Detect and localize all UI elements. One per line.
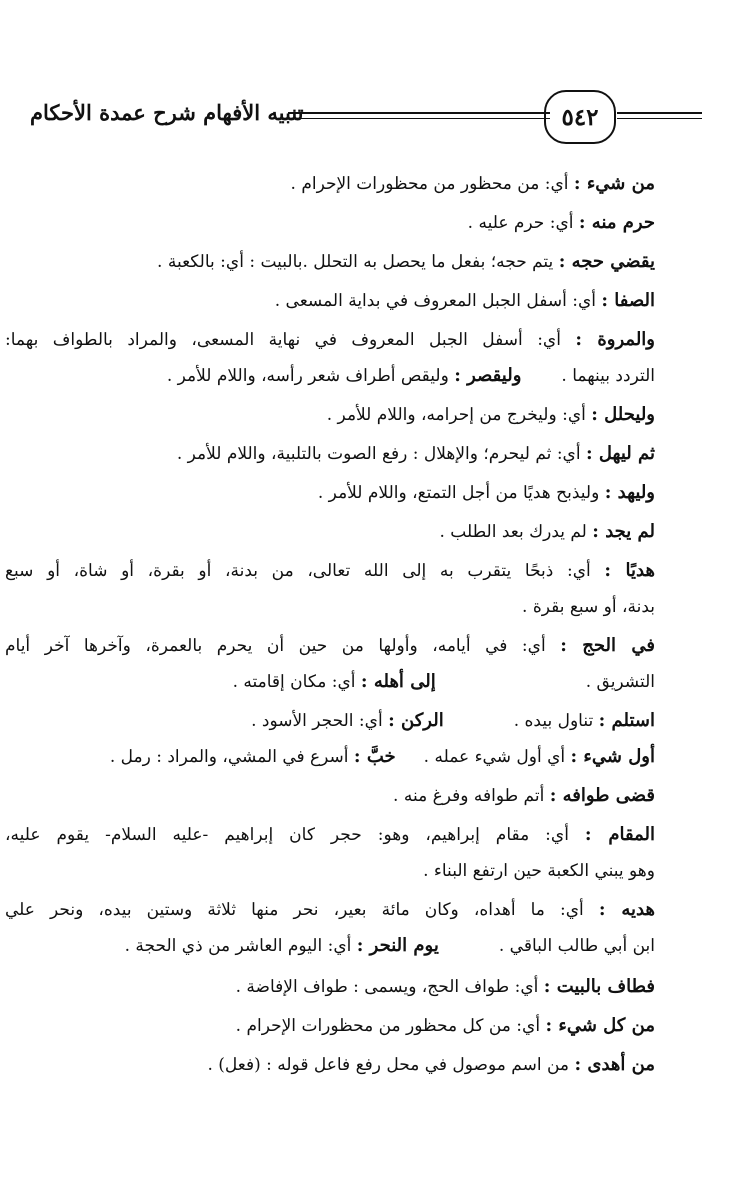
glossary-line <box>30 289 655 315</box>
glossary-term: وليحلل : <box>591 404 655 425</box>
header-rule <box>617 118 702 119</box>
glossary-definition: أي: وليخرج من إحرامه، واللام للأمر . <box>326 405 592 425</box>
glossary-line <box>30 1014 655 1040</box>
glossary-definition: التشريق . <box>585 672 655 692</box>
glossary-definition: أي أول شيء عمله . <box>423 747 571 767</box>
glossary-definition: أي: الحجر الأسود . <box>251 711 389 731</box>
glossary-term: يقضي حجه : <box>558 251 655 272</box>
glossary-term: المقام : <box>584 824 655 845</box>
glossary-definition: بدنة، أو سبع بقرة . <box>522 597 655 617</box>
glossary-line <box>30 403 655 429</box>
glossary-line <box>5 595 655 621</box>
glossary-term: لم يجد : <box>592 521 655 542</box>
glossary-definition: ابن أبي طالب الباقي . <box>498 936 655 956</box>
glossary-definition: أي: مكان إقامته . <box>232 672 361 692</box>
glossary-definition: أي: أسفل الجبل المعروف في نهاية المسعى، والمراد بالطواف بهما: <box>5 330 576 350</box>
glossary-term: الصفا : <box>601 290 655 311</box>
glossary-definition: يتم حجه؛ بفعل ما يحصل به التحلل .بالبيت : أي: بالكعبة . <box>157 252 559 272</box>
glossary-term: في الحج : <box>560 635 656 656</box>
glossary-line <box>30 784 655 810</box>
glossary-term: من كل شيء : <box>545 1015 655 1036</box>
glossary-line <box>5 823 655 849</box>
glossary-definition: أتم طوافه وفرغ منه . <box>393 786 550 806</box>
glossary-term: أول شيء : <box>570 746 655 767</box>
glossary-line <box>30 172 655 198</box>
glossary-definition: أي: ثم ليحرم؛ والإهلال : رفع الصوت بالتلبية، واللام للأمر . <box>176 444 586 464</box>
glossary-term: من شيء : <box>573 173 655 194</box>
glossary-line <box>30 1053 655 1079</box>
glossary-line <box>30 250 655 276</box>
glossary-line <box>5 898 655 924</box>
glossary-line <box>30 709 655 735</box>
glossary-line <box>30 975 655 1001</box>
glossary-definition: أي: ما أهداه، وكان مائة بعير، نحر منها ثلاثة وستين بيده، ونحر علي <box>5 900 599 920</box>
glossary-term: ثم ليهل : <box>585 443 655 464</box>
glossary-term: خبَّ : <box>353 746 396 767</box>
glossary-line <box>30 745 655 771</box>
glossary-term: وليهد : <box>604 482 655 503</box>
glossary-term: وليقصر : <box>454 365 522 386</box>
glossary-definition: وهو يبني الكعبة حين ارتفع البناء . <box>423 861 655 881</box>
glossary-term: من أهدى : <box>574 1054 655 1075</box>
glossary-definition: أي: اليوم العاشر من ذي الحجة . <box>124 936 357 956</box>
glossary-line <box>30 481 655 507</box>
glossary-term: والمروة : <box>575 329 655 350</box>
glossary-term: هديًا : <box>604 560 655 581</box>
glossary-term: يوم النحر : <box>356 935 439 956</box>
header-rule <box>288 112 550 114</box>
glossary-line <box>5 364 655 390</box>
glossary-term: فطاف بالبيت : <box>543 976 655 997</box>
glossary-term: هديه : <box>598 899 655 920</box>
glossary-definition: أي: في أيامه، وأولها من حين أن يحرم بالعمرة، وآخرها آخر أيام <box>5 636 561 656</box>
glossary-definition: أي: مقام إبراهيم، وهو: حجر كان إبراهيم -عليه السلام- يقوم عليه، <box>5 825 585 845</box>
page-number-text: ٥٤٢ <box>561 103 599 131</box>
header-rule <box>617 112 702 114</box>
glossary-definition: أي: أسفل الجبل المعروف في بداية المسعى . <box>274 291 602 311</box>
glossary-line <box>5 328 655 354</box>
glossary-definition: وليقص أطراف شعر رأسه، واللام للأمر . <box>166 366 455 386</box>
glossary-definition: التردد بينهما . <box>561 366 655 386</box>
glossary-line <box>5 634 655 660</box>
book-title: تنبيه الأفهام شرح عمدة الأحكام <box>30 100 304 125</box>
glossary-line <box>30 442 655 468</box>
glossary-definition: أي: من كل محظور من محظورات الإحرام . <box>235 1016 546 1036</box>
glossary-definition: أي: حرم عليه . <box>467 213 579 233</box>
glossary-line <box>30 211 655 237</box>
glossary-definition: أي: طواف الحج، ويسمى : طواف الإفاضة . <box>235 977 544 997</box>
glossary-term: قضى طوافه : <box>549 785 655 806</box>
glossary-term: استلم : <box>598 710 655 731</box>
glossary-definition: وليذبح هديًا من أجل التمتع، واللام للأمر . <box>317 483 605 503</box>
glossary-line <box>5 859 655 885</box>
glossary-definition: لم يدرك بعد الطلب . <box>439 522 593 542</box>
glossary-definition: من اسم موصول في محل رفع فاعل قوله : (فعل) . <box>207 1055 575 1075</box>
glossary-definition: تناول بيده . <box>513 711 599 731</box>
glossary-definition: أسرع في المشي، والمراد : رمل . <box>109 747 354 767</box>
page-number <box>544 90 616 144</box>
glossary-line <box>5 559 655 585</box>
glossary-line <box>30 520 655 546</box>
header-rule <box>288 118 550 119</box>
page-header <box>30 90 720 150</box>
glossary-term: حرم منه : <box>578 212 655 233</box>
glossary-definition: أي: من محظور من محظورات الإحرام . <box>290 174 574 194</box>
glossary-term: الركن : <box>388 710 444 731</box>
glossary-definition: أي: ذبحًا يتقرب به إلى الله تعالى، من بدنة، أو بقرة، أو شاة، أو سبع <box>5 561 605 581</box>
glossary-line <box>5 934 655 960</box>
glossary-term: إلى أهله : <box>360 671 436 692</box>
glossary-line <box>5 670 655 696</box>
